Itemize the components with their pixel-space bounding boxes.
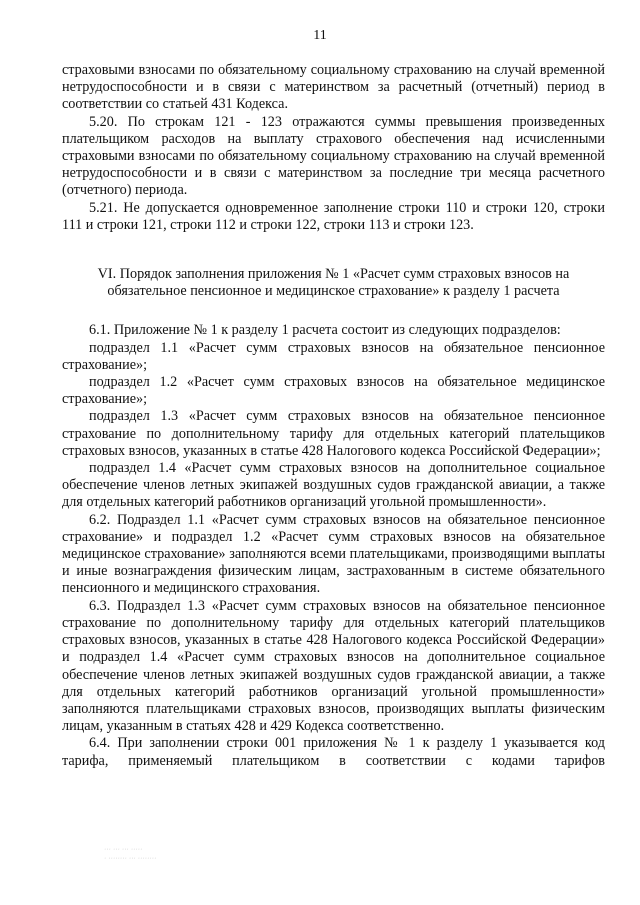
page-number: 11 xyxy=(313,28,327,43)
section-heading xyxy=(62,266,605,300)
paragraph-5-20: 5.20. По строкам 121 - 123 отражаются суммы превышения произведенных плательщиком расходов на выплату страхового обеспечения над исчисленными страховыми взносами по обязательному социальному страхованию на случай временной нетрудоспособности и в связи с материнством за последние три месяца расчетного (отчетного) периода. xyxy=(62,113,605,199)
subsection-1-4-item: подраздел 1.4 «Расчет сумм страховых взносов на дополнительное социальное обеспечение членов летных экипажей воздушных судов гражданской авиации, а также для отдельных категорий работников организаций угольной промышленности». xyxy=(62,460,605,511)
paragraph-5-21: 5.21. Не допускается одновременное заполнение строки 110 и строки 120, строки 111 и строки 121, строки 112 и строки 122, строки 113 и строки 123. xyxy=(62,199,605,233)
faint-registration-stamp: ··· ··· ··· ····· · ········ ··· ········ xyxy=(104,846,157,862)
paragraph-6-4: 6.4. При заполнении строки 001 приложения № 1 к разделу 1 указывается код тарифа, применяемый плательщиком в соответствии с кодами тарифов xyxy=(62,735,605,769)
subsection-1-3-item: подраздел 1.3 «Расчет сумм страховых взносов на обязательное пенсионное страхование по дополнительному тарифу для отдельных категорий плательщиков страховых взносов, указанных в статье 428 Налогового кодекса Российской Федерации»; xyxy=(62,408,605,459)
paragraph-continuation: страховыми взносами по обязательному социальному страхованию на случай временной нетрудоспособности и в связи с материнством за расчетный (отчетный) период в соответствии со статьей 431 Кодекса. xyxy=(62,62,605,113)
section-heading-line-2: обязательное пенсионное и медицинское страхование» к разделу 1 расчета xyxy=(107,283,560,300)
subsection-1-1-item: подраздел 1.1 «Расчет сумм страховых взносов на обязательное пенсионное страхование»; xyxy=(62,339,605,373)
subsection-1-2-item: подраздел 1.2 «Расчет сумм страховых взносов на обязательное медицинское страхование»; xyxy=(62,374,605,408)
document-body xyxy=(62,62,605,770)
paragraph-6-2: 6.2. Подраздел 1.1 «Расчет сумм страховых взносов на обязательное пенсионное страхование» и подраздел 1.2 «Расчет сумм страховых взносов на обязательное медицинское страхование» заполняются всеми плательщиками, производящими выплаты и иные вознаграждения физическим лицам, застрахованным в системе обязательного пенсионного и медицинского страхования. xyxy=(62,511,605,597)
paragraph-6-1: 6.1. Приложение № 1 к разделу 1 расчета состоит из следующих подразделов: xyxy=(89,322,561,339)
paragraph-6-3: 6.3. Подраздел 1.3 «Расчет сумм страховых взносов на обязательное пенсионное страхование по дополнительному тарифу для отдельных категорий плательщиков страховых взносов, указанных в статье 428 Налогового кодекса Российской Федерации» и подраздел 1.4 «Расчет сумм страховых взносов на дополнительное социальное обеспечение членов летных экипажей воздушных судов гражданской авиации, а также для отдельных категорий работников организаций угольной промышленности» заполняются плательщиками страховых взносов, производящих выплаты физическим лицам, указанным в статьях 428 и 429 Кодекса соответственно. xyxy=(62,597,605,735)
section-heading-line-1: VI. Порядок заполнения приложения № 1 «Расчет сумм страховых взносов на xyxy=(97,266,570,283)
